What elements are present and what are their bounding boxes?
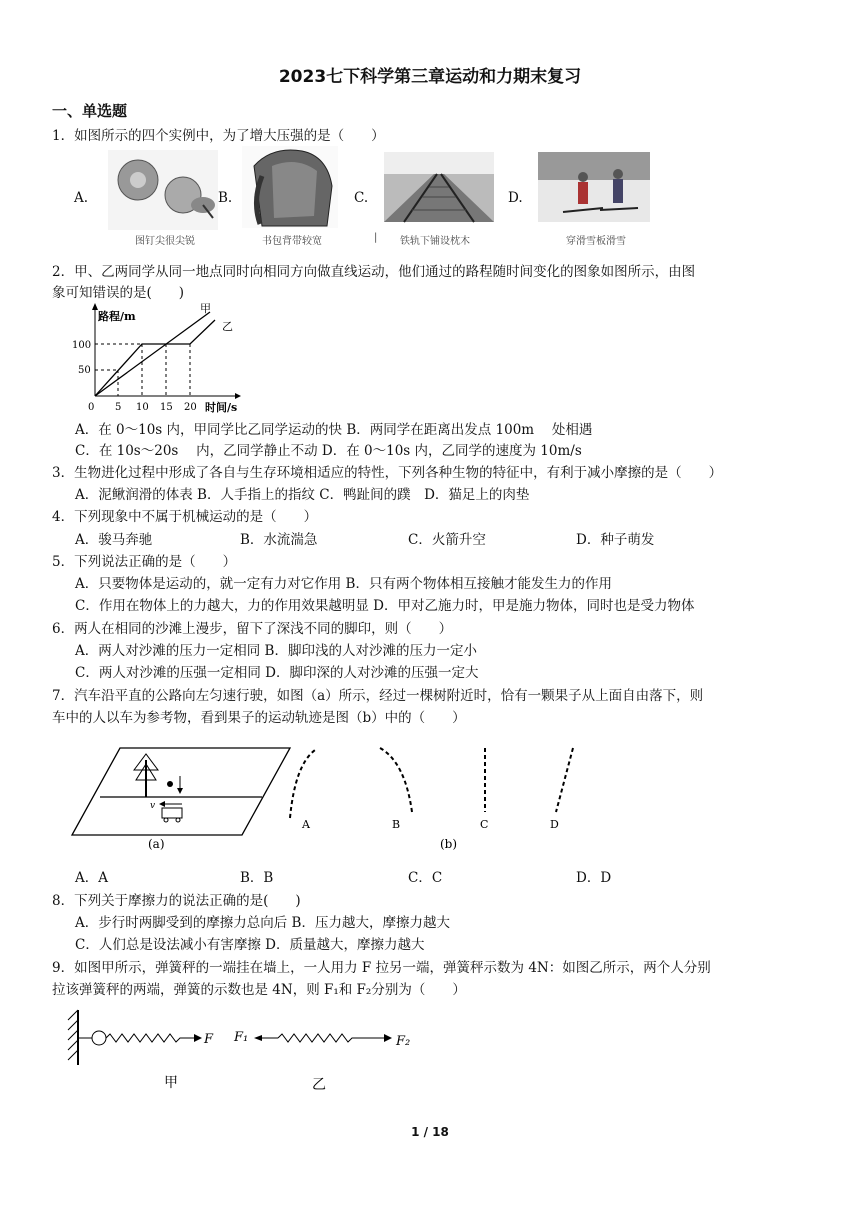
q2-ytick-50: 50	[78, 365, 91, 376]
section-heading: 一、单选题	[52, 102, 128, 120]
skiing-image	[538, 152, 650, 222]
q2-stem-line2: 象可知错误的是( )	[52, 285, 185, 301]
q2-jia-label: 甲	[200, 302, 211, 315]
q2-options-cd: C．在 10s～20s 内，乙同学静止不动 D．在 0～10s 内，乙同学的速度为 10m/s	[75, 443, 582, 459]
q7-option-a: A．A	[75, 870, 108, 886]
q1-caption-b: 书包背带较宽	[262, 236, 322, 247]
q1-stem: 1．如图所示的四个实例中，为了增大压强的是（ ）	[52, 128, 385, 144]
q7-figure-b-label: (b)	[440, 837, 458, 851]
page-title: 2023七下科学第三章运动和力期末复习	[278, 67, 582, 87]
q9-stem-line2: 拉该弹簧秤的两端，弹簧的示数也是 4N，则 F₁和 F₂分别为（ ）	[52, 982, 466, 998]
q7-figure-a-label: (a)	[148, 837, 165, 851]
q9-spring-scale-figure	[66, 1005, 426, 1100]
q7-path-c: C	[480, 818, 489, 831]
q9-label-yi: 乙	[312, 1077, 326, 1093]
q7-figure	[70, 740, 610, 855]
q3-options: A．泥鳅润滑的体表 B．人手指上的指纹 C．鸭趾间的蹼 D．猫足上的肉垫	[75, 487, 530, 503]
q2-xlabel: 时间/s	[205, 401, 238, 414]
q4-option-d: D．种子萌发	[576, 532, 655, 548]
q1-caption-d: 穿滑雪板滑雪	[566, 236, 626, 247]
q2-xtick-10: 10	[136, 402, 149, 413]
q9-label-jia: 甲	[164, 1075, 178, 1091]
q2-distance-time-graph	[70, 298, 250, 418]
q2-xtick-5: 5	[115, 402, 122, 413]
q1-label-c: C.	[354, 190, 369, 206]
q2-xtick-15: 15	[160, 402, 173, 413]
q7-path-d: D	[550, 818, 559, 831]
thumbtack-image	[108, 150, 218, 230]
q2-yi-label: 乙	[222, 320, 233, 333]
q2-xtick-20: 20	[184, 402, 197, 413]
q7-path-a: A	[302, 818, 310, 831]
q7-option-c: C．C	[408, 870, 443, 886]
railway-image	[384, 152, 494, 222]
q4-option-c: C．火箭升空	[408, 532, 486, 548]
q7-option-d: D．D	[576, 870, 612, 886]
q6-stem: 6．两人在相同的沙滩上漫步，留下了深浅不同的脚印，则（ ）	[52, 621, 453, 637]
q5-options-cd: C．作用在物体上的力越大，力的作用效果越明显 D．甲对乙施力时，甲是施力物体，同时也是受力物体	[75, 598, 695, 614]
q1-caption-c: 铁轨下铺设枕木	[400, 236, 470, 247]
q7-path-b: B	[392, 818, 401, 831]
q7-velocity-label: v	[150, 801, 156, 811]
q1-label-b: B.	[218, 190, 233, 206]
q8-options-cd: C．人们总是设法减小有害摩擦 D．质量越大，摩擦力越大	[75, 937, 425, 953]
q7-option-b: B．B	[240, 870, 274, 886]
q4-option-b: B．水流湍急	[240, 532, 318, 548]
q5-stem: 5．下列说法正确的是（ ）	[52, 554, 237, 570]
q5-options-ab: A．只要物体是运动的，就一定有力对它作用 B．只有两个物体相互接触才能发生力的作用	[75, 576, 612, 592]
q7-stem-line1: 7．汽车沿平直的公路向左匀速行驶，如图（a）所示，经过一棵树附近时，恰有一颗果子从上面自由落下，则	[52, 688, 704, 704]
q6-options-ab: A．两人对沙滩的压力一定相同 B．脚印浅的人对沙滩的压力一定小	[75, 643, 477, 659]
q7-stem-line2: 车中的人以车为参考物，看到果子的运动轨迹是图（b）中的（ ）	[52, 710, 466, 726]
q2-ylabel: 路程/m	[98, 310, 136, 323]
q9-force-f: F	[204, 1032, 214, 1047]
q1-label-a: A.	[74, 190, 89, 206]
q9-force-f1: F₁	[234, 1030, 249, 1045]
q6-options-cd: C．两人对沙滩的压强一定相同 D．脚印深的人对沙滩的压强一定大	[75, 665, 479, 681]
q4-stem: 4．下列现象中不属于机械运动的是（ ）	[52, 509, 318, 525]
q2-stem-line1: 2．甲、乙两同学从同一地点同时向相同方向做直线运动，他们通过的路程随时间变化的图象如图所示，由图	[52, 264, 696, 280]
q9-force-f2: F₂	[396, 1034, 411, 1049]
q8-stem: 8．下列关于摩擦力的说法正确的是( )	[52, 893, 301, 909]
q4-option-a: A．骏马奔驰	[75, 532, 153, 548]
q3-stem: 3．生物进化过程中形成了各自与生存环境相适应的特性，下列各种生物的特征中，有利于减小摩擦的是（ ）	[52, 465, 723, 481]
q2-ytick-100: 100	[72, 340, 92, 351]
q1-label-d: D.	[508, 190, 523, 206]
q1-caption-a: 图钉尖很尖锐	[135, 236, 195, 247]
q8-options-ab: A．步行时两脚受到的摩擦力总向后 B．压力越大，摩擦力越大	[75, 915, 450, 931]
q1-mark: |	[374, 232, 378, 243]
q2-xtick-0: 0	[88, 402, 95, 413]
page-number: 1 / 18	[411, 1125, 449, 1139]
q2-options-ab: A．在 0～10s 内，甲同学比乙同学运动的快 B．两同学在距离出发点 100m 处相遇	[75, 422, 593, 438]
q9-stem-line1: 9．如图甲所示，弹簧秤的一端挂在墙上，一人用力 F 拉另一端，弹簧秤示数为 4N：如图乙所示，两个人分别	[52, 960, 711, 976]
backpack-image	[242, 146, 338, 228]
